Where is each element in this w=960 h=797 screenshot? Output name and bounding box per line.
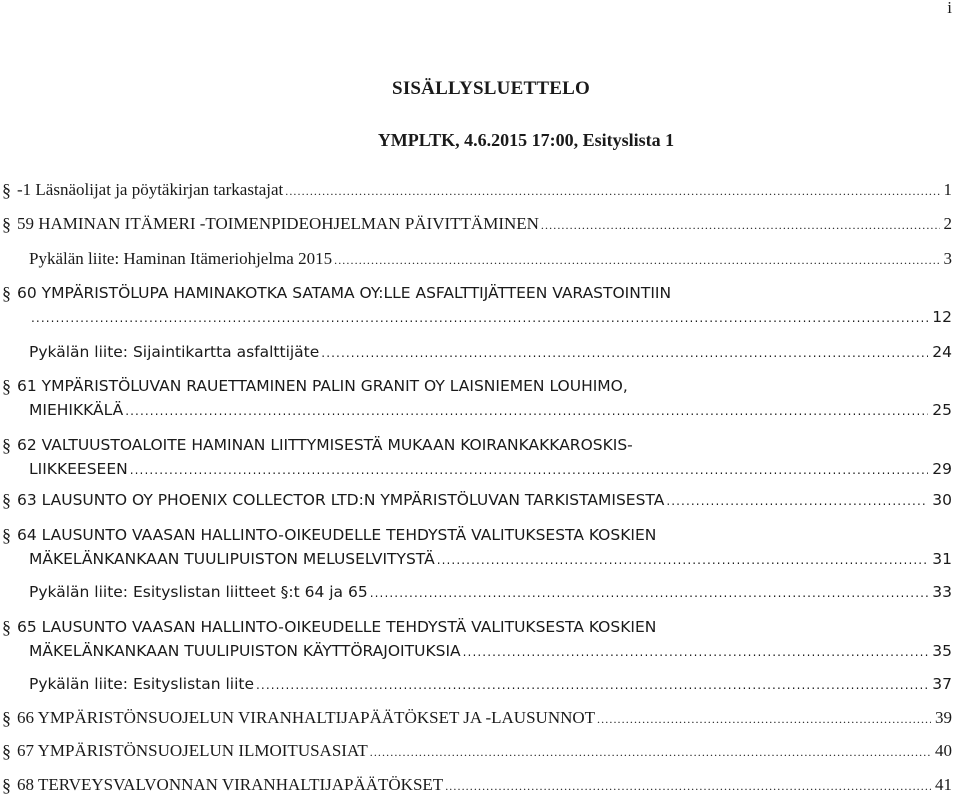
toc-entry-page: 12: [932, 308, 952, 326]
toc-entry-title: [17, 376, 952, 396]
dot-leader: [31, 308, 928, 328]
toc-entry-page: 37: [932, 675, 952, 693]
toc-entry-title: [17, 775, 952, 796]
section-symbol: §: [2, 283, 11, 303]
dot-leader: [125, 401, 928, 421]
toc-entry-page: 1: [943, 180, 952, 199]
dot-leader: [463, 642, 929, 662]
page-marker: i: [947, 0, 952, 17]
dot-leader: [334, 250, 939, 270]
toc-entry-title: [17, 435, 952, 455]
toc-entry-text: 64 LAUSUNTO VAASAN HALLINTO-OIKEUDELLE TEHDYSTÄ VALITUKSESTA KOSKIEN: [17, 526, 657, 544]
dot-leader: [370, 583, 929, 603]
toc-entry-page: 2: [943, 214, 952, 233]
dot-leader: [256, 675, 928, 695]
toc-entry-title-continued: [29, 641, 952, 662]
toc-entry-title: [29, 582, 952, 603]
toc-entry-text: Pykälän liite: Esityslistan liite: [29, 675, 255, 693]
toc-entry-page: 25: [932, 401, 952, 419]
toc-entry-page: 41: [935, 775, 952, 794]
toc-entry-title: [17, 741, 952, 762]
toc-entry-title-continued: [29, 459, 952, 480]
toc-entry-title-continued: [29, 307, 952, 328]
section-symbol: §: [2, 180, 11, 200]
toc-entry-text: 67 YMPÄRISTÖNSUOJELUN ILMOITUSASIAT: [17, 741, 368, 760]
section-symbol: §: [2, 708, 11, 728]
toc-entry-text: MIEHIKKÄLÄ: [29, 401, 124, 419]
toc-entry-text: 68 TERVEYSVALVONNAN VIRANHALTIJAPÄÄTÖKSET: [17, 775, 444, 794]
toc-entry-text: Pykälän liite: Esityslistan liitteet §:t 64 ja 65: [29, 583, 368, 601]
dot-leader: [321, 343, 928, 363]
dot-leader: [130, 460, 929, 480]
toc-entry-title: [29, 342, 952, 363]
toc-entry-title: [17, 617, 952, 637]
dot-leader: [597, 709, 931, 729]
toc-entry-title: [17, 180, 952, 201]
section-symbol: §: [2, 214, 11, 234]
toc-entry-text: -1 Läsnäolijat ja pöytäkirjan tarkastajat: [17, 180, 284, 199]
dot-leader: [285, 181, 939, 201]
toc-entry-text: 59 HAMINAN ITÄMERI -TOIMENPIDEOHJELMAN PÄIVITTÄMINEN: [17, 214, 539, 233]
toc-entry-text: MÄKELÄNKANKAAN TUULIPUISTON MELUSELVITYSTÄ: [29, 550, 435, 568]
dot-leader: [370, 742, 931, 762]
toc-entry-title: [17, 283, 952, 303]
toc-entry-page: 40: [935, 741, 952, 760]
toc-entry-page: 31: [932, 550, 952, 568]
toc-entry-text: 62 VALTUUSTOALOITE HAMINAN LIITTYMISESTÄ MUKAAN KOIRANKAKKAROSKIS-: [17, 436, 633, 454]
section-symbol: §: [2, 617, 11, 637]
toc-entry-page: 35: [932, 642, 952, 660]
dot-leader: [541, 215, 940, 235]
toc-entry-title-continued: [29, 549, 952, 570]
toc-entry-title: [17, 525, 952, 545]
toc-entry-title: [17, 214, 952, 235]
toc-entry-title-continued: [29, 400, 952, 421]
toc-entry-text: LIIKKEESEEN: [29, 460, 128, 478]
page-subtitle: YMPLTK, 4.6.2015 17:00, Esityslista 1: [377, 130, 675, 150]
toc-entry-page: 29: [932, 460, 952, 478]
toc-entry-text: 65 LAUSUNTO VAASAN HALLINTO-OIKEUDELLE TEHDYSTÄ VALITUKSESTA KOSKIEN: [17, 618, 657, 636]
dot-leader: [445, 776, 931, 796]
toc-entry-page: 33: [932, 583, 952, 601]
section-symbol: §: [2, 525, 11, 545]
toc-entry-text: Pykälän liite: Haminan Itämeriohjelma 2015: [29, 249, 333, 268]
toc-entry-text: Pykälän liite: Sijaintikartta asfalttijäte: [29, 343, 320, 361]
section-symbol: §: [2, 435, 11, 455]
toc-entry-text: MÄKELÄNKANKAAN TUULIPUISTON KÄYTTÖRAJOITUKSIA: [29, 642, 461, 660]
toc-entry-text: 61 YMPÄRISTÖLUVAN RAUETTAMINEN PALIN GRANIT OY LAISNIEMEN LOUHIMO,: [17, 377, 628, 395]
toc-entry-title: [17, 708, 952, 729]
toc-entry-title: [29, 249, 952, 270]
toc-entry-page: 30: [932, 491, 952, 509]
section-symbol: §: [2, 376, 11, 396]
toc-entry-text: 60 YMPÄRISTÖLUPA HAMINAKOTKA SATAMA OY:LLE ASFALTTIJÄTTEEN VARASTOINTIIN: [17, 284, 672, 302]
section-symbol: §: [2, 775, 11, 795]
page-title: SISÄLLYSLUETTELO: [392, 78, 590, 99]
toc-entry-text: 63 LAUSUNTO OY PHOENIX COLLECTOR LTD:N YMPÄRISTÖLUVAN TARKISTAMISESTA: [17, 491, 665, 509]
toc-entry-text: 66 YMPÄRISTÖNSUOJELUN VIRANHALTIJAPÄÄTÖKSET JA -LAUSUNNOT: [17, 708, 596, 727]
toc-entry-page: 39: [935, 708, 952, 727]
toc-entry-title: [29, 674, 952, 695]
section-symbol: §: [2, 490, 11, 510]
toc-entry-page: 3: [943, 249, 952, 268]
section-symbol: §: [2, 741, 11, 761]
toc-entry-title: [17, 490, 952, 511]
toc-entry-page: 24: [932, 343, 952, 361]
dot-leader: [437, 550, 929, 570]
dot-leader: [666, 491, 928, 511]
